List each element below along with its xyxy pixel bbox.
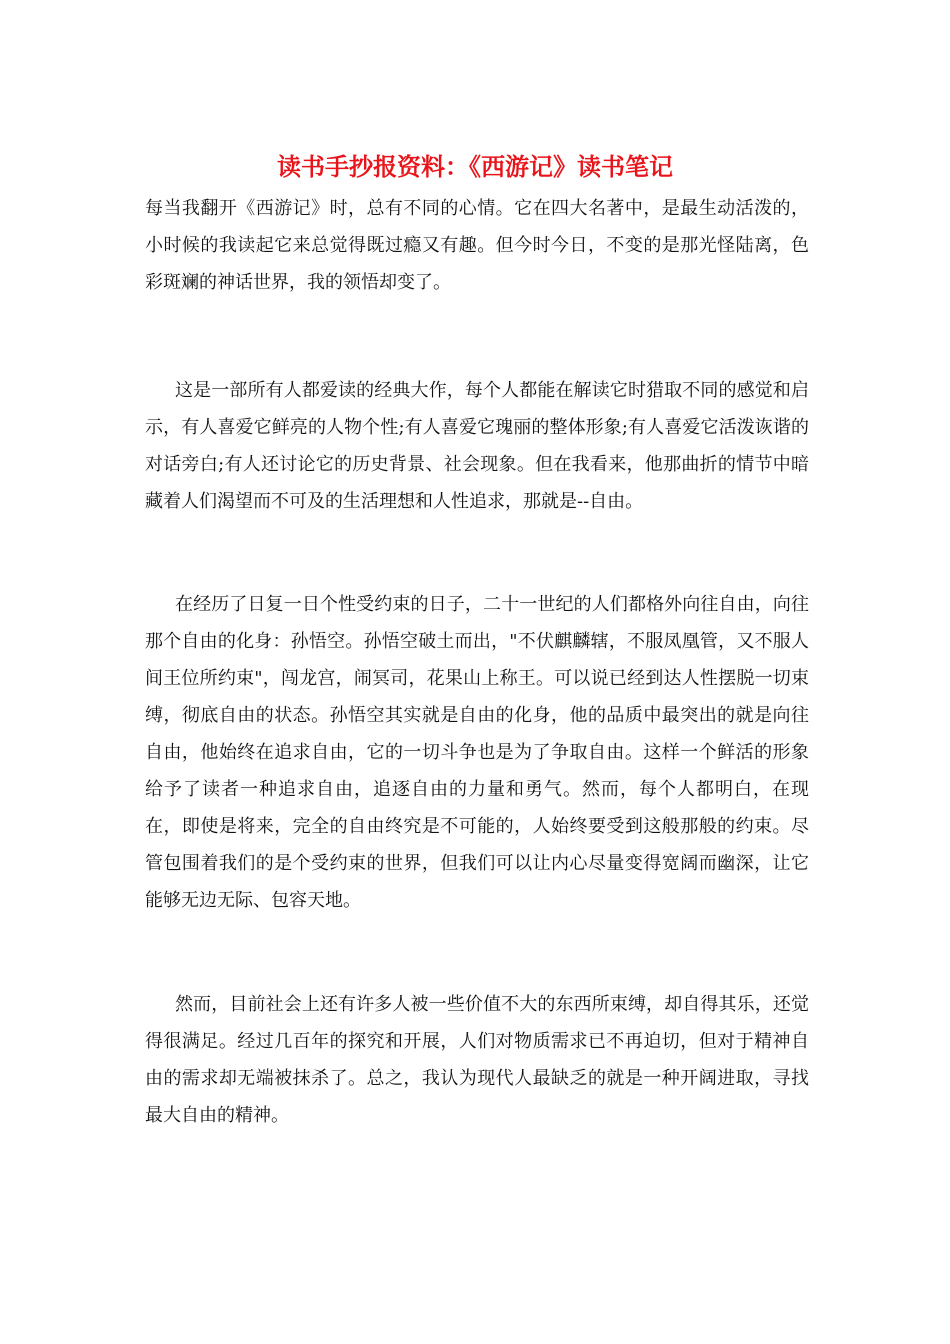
paragraph-classic-work: 这是一部所有人都爱读的经典大作，每个人都能在解读它时猎取不同的感觉和启示，有人喜爱它鲜亮的人物个性;有人喜爱它瑰丽的整体形象;有人喜爱它活泼诙谐的对话旁白;有人还讨论它的历史背景、社会现象。但在我看来，他那曲折的情节中暗藏着人们渴望而不可及的生活理想和人性追求，那就是--自由。 bbox=[145, 380, 809, 512]
paragraph-conclusion: 然而，目前社会上还有许多人被一些价值不大的东西所束缚，却自得其乐，还觉得很满足。经过几百年的探究和开展，人们对物质需求已不再迫切，但对于精神自由的需求却无端被抹杀了。总之，我认为现代人最缺乏的就是一种开阔进取，寻找最大自由的精神。 bbox=[145, 994, 809, 1126]
paragraph-intro: 每当我翻开《西游记》时，总有不同的心情。它在四大名著中，是最生动活泼的，小时候的我读起它来总觉得既过瘾又有趣。但今时今日，不变的是那光怪陆离，色彩斑斓的神话世界，我的领悟却变了。 bbox=[145, 198, 809, 293]
document-title: 读书手抄报资料：《西游记》读书笔记 bbox=[277, 152, 673, 181]
paragraph-sun-wukong-freedom: 在经历了日复一日个性受约束的日子，二十一世纪的人们都格外向往自由，向往那个自由的化身：孙悟空。孙悟空破土而出，"不伏麒麟辖，不服凤凰管，又不服人间王位所约束"，闯龙宫，闹冥司，花果山上称王。可以说已经到达人性摆脱一切束缚，彻底自由的状态。孙悟空其实就是自由的化身，他的品质中最突出的就是向往自由，他始终在追求自由，它的一切斗争也是为了争取自由。这样一个鲜活的形象给予了读者一种追求自由，追逐自由的力量和勇气。然而，每个人都明白，在现在，即使是将来，完全的自由终究是不可能的，人始终要受到这般那般的约束。尽管包围着我们的是个受约束的世界，但我们可以让内心尽量变得宽阔而幽深，让它能够无边无际、包容天地。 bbox=[145, 594, 809, 911]
